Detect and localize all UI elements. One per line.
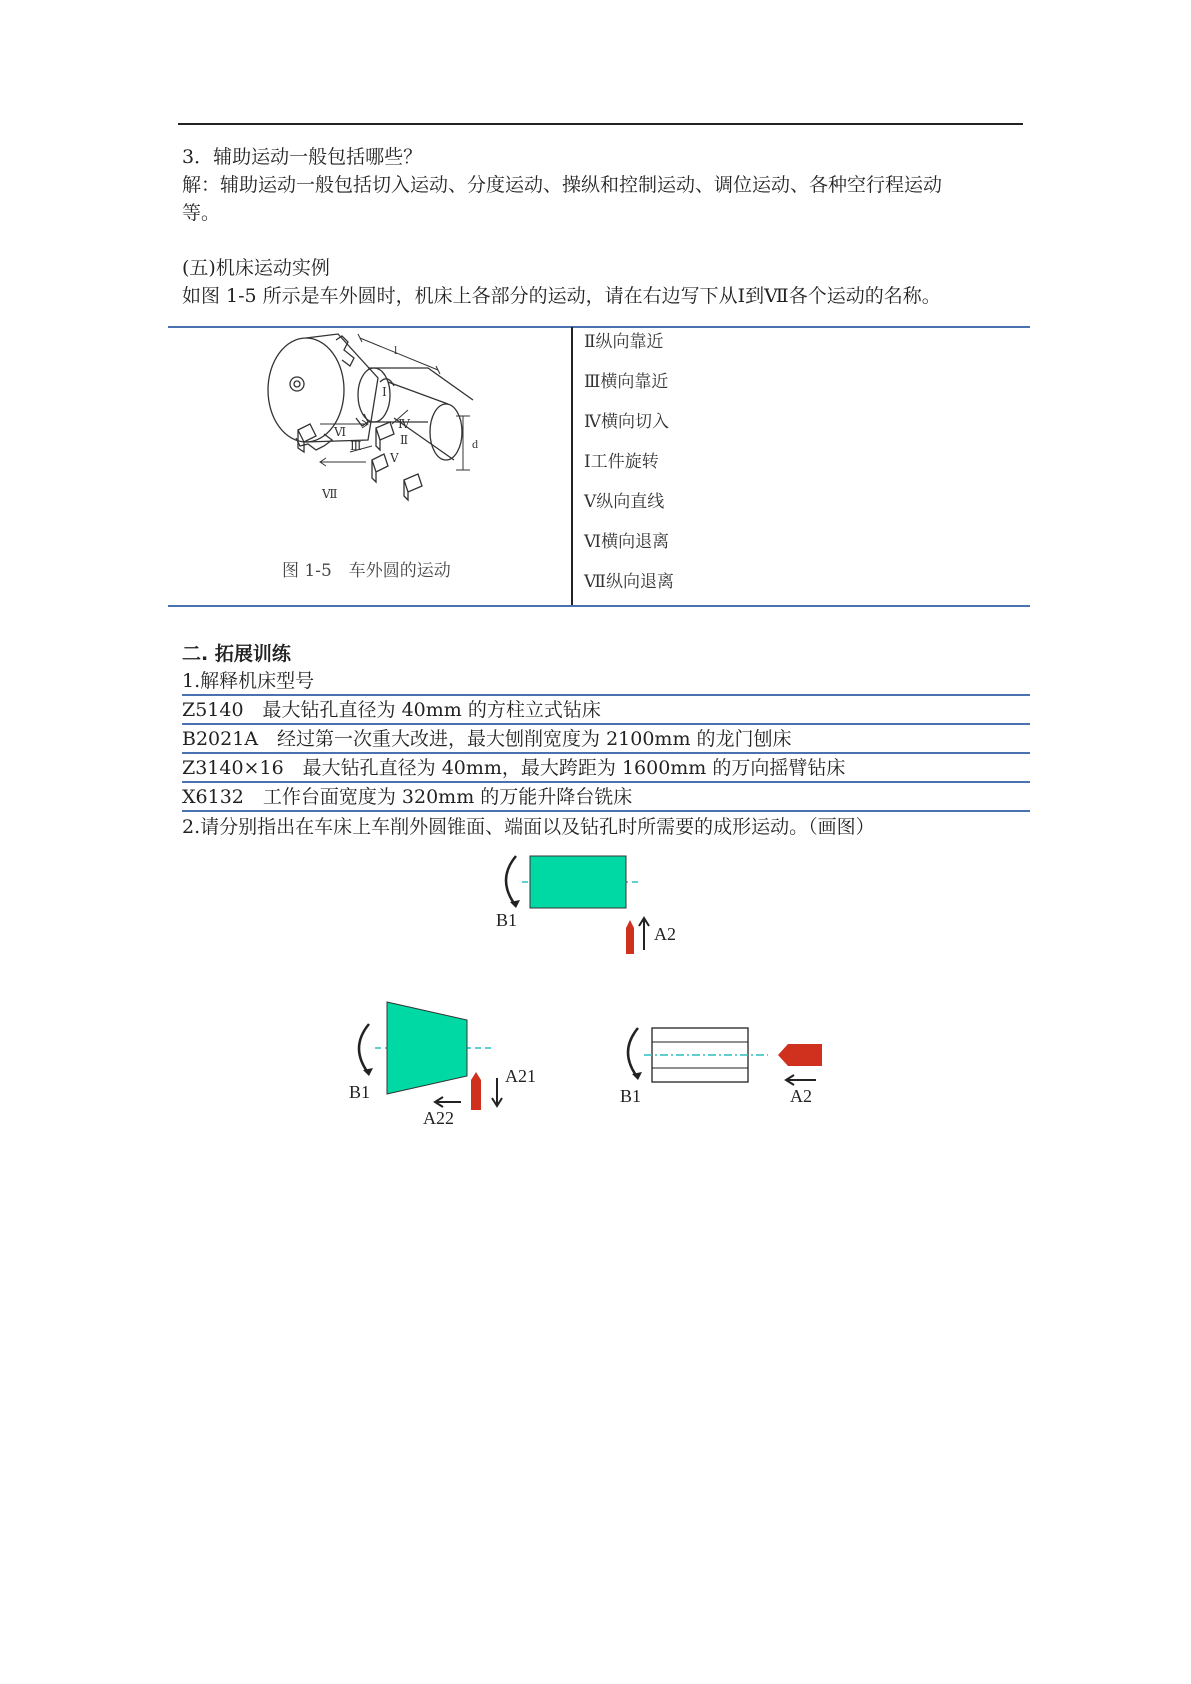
motion-item: Ⅰ工件旋转 [584,452,659,472]
diagram-drilling [618,1020,838,1120]
section-5-instruction: 如图 1-5 所示是车外圆时，机床上各部分的运动，请在右边写下从Ⅰ到Ⅶ各个运动的名称。 [182,285,941,307]
workpiece-cylinder [530,856,626,908]
tool-center [376,422,394,450]
figure-table-top-rule [168,326,1030,328]
label-B1: B1 [620,1086,642,1106]
fig-label-VII: Ⅶ [322,487,338,501]
answer-3-line1: 解：辅助运动一般包括切入运动、分度运动、操纵和控制运动、调位运动、各种空行程运动 [182,174,943,196]
label-A2: A2 [654,924,676,944]
figure-caption: 图 1-5 车外圆的运动 [282,561,451,581]
answer-3-line2: 等。 [182,202,221,224]
model-row: Z3140×16 最大钻孔直径为 40mm，最大跨距为 1600mm 的万向摇臂钻床 [182,757,846,779]
cutting-tool [471,1072,481,1110]
motion-item: Ⅴ纵向直线 [584,492,665,512]
extension-heading: 二. 拓展训练 [182,643,291,665]
workpiece-end [430,404,462,460]
diagram-taper-turning [345,998,545,1133]
rotation-arrow-icon [359,1024,369,1074]
fig-label-VI: Ⅵ [334,425,347,439]
drill-tool [778,1044,822,1066]
rotation-arrow-icon [506,856,516,906]
model-row: B2021A 经过第一次重大改进，最大刨削宽度为 2100mm 的龙门刨床 [182,728,792,750]
chuck-center-icon [290,377,304,391]
label-A21: A21 [505,1066,536,1086]
model-row: X6132 工作台面宽度为 320mm 的万能升降台铣床 [182,786,633,808]
label-A22: A22 [423,1108,454,1128]
workpiece-cone [387,1002,467,1094]
section-5-title: (五)机床运动实例 [182,257,330,279]
lathe-turning-figure [258,330,508,545]
fig-label-I: Ⅰ [382,385,387,399]
rotation-arrow-icon [628,1028,638,1078]
label-B1: B1 [349,1082,371,1102]
fig-label-V: Ⅴ [390,451,399,465]
fig-label-IV: Ⅳ [398,417,410,431]
fig-label-II: Ⅱ [400,433,409,447]
extension-q1: 1.解释机床型号 [182,670,315,692]
motion-item: Ⅵ横向退离 [584,532,670,552]
question-3: 3．辅助运动一般包括哪些？ [182,146,423,168]
extension-q2: 2.请分别指出在车床上车削外圆锥面、端面以及钻孔时所需要的成形运动。（画图） [182,816,875,838]
motion-item: Ⅶ纵向退离 [584,572,674,592]
tool-lower-center [372,454,388,482]
fig-label-d: d [472,437,478,451]
cutting-tool [626,920,634,954]
diagram-external-turning [492,850,692,960]
motion-item: Ⅱ纵向靠近 [584,332,664,352]
fig-label-l: l [394,343,398,357]
tool-lower-right [404,474,422,500]
jaw-top [336,336,354,366]
motion-item: Ⅲ横向靠近 [584,372,669,392]
motion-item: Ⅳ横向切入 [584,412,669,432]
label-B1: B1 [496,910,518,930]
label-A2: A2 [790,1086,812,1106]
model-table-rule [182,810,1030,812]
figure-table-bottom-rule [168,605,1030,607]
fig-label-III: Ⅲ [350,439,362,453]
model-row: Z5140 最大钻孔直径为 40mm 的方柱立式钻床 [182,699,601,721]
header-rule [178,123,1023,125]
figure-table-divider [571,327,573,606]
